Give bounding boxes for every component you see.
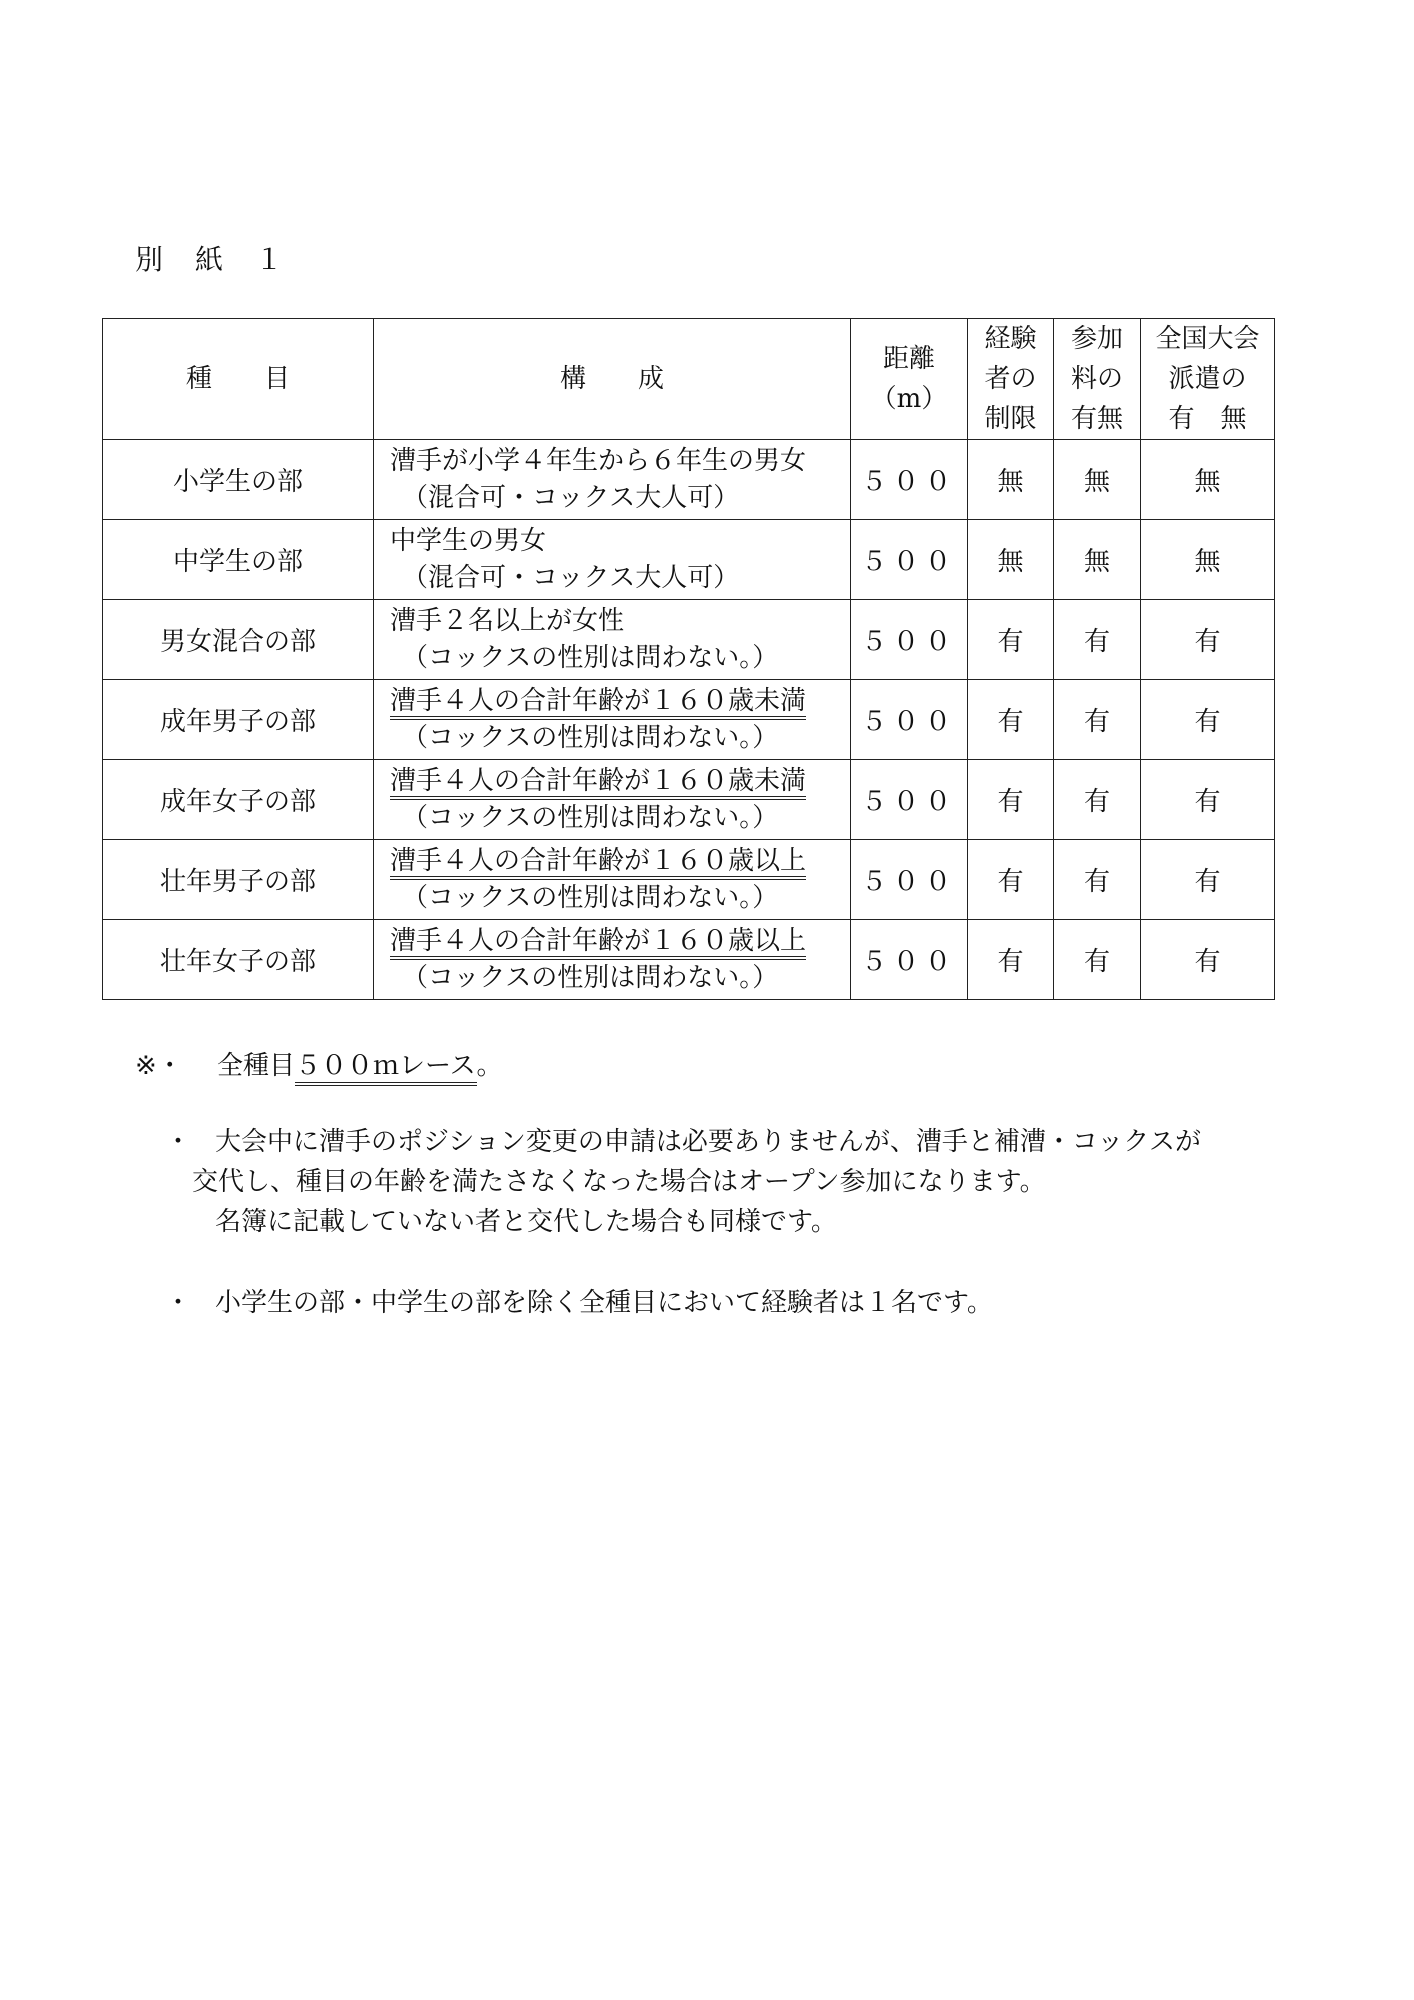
experience-cell: 有 <box>968 600 1054 680</box>
note-main <box>135 1046 503 1086</box>
header-experience-limit: 経験 者の 制限 <box>968 319 1054 440</box>
composition-cell: 漕手４人の合計年齢が１６０歳以上 （コックスの性別は問わない。） <box>374 840 851 920</box>
distance-cell: ５００ <box>851 440 968 520</box>
experience-cell: 有 <box>968 920 1054 1000</box>
experience-cell: 無 <box>968 520 1054 600</box>
experience-cell: 有 <box>968 680 1054 760</box>
underlined-condition: 漕手４人の合計年齢が１６０歳以上 <box>390 926 806 960</box>
dispatch-cell: 有 <box>1141 760 1275 840</box>
experience-cell: 無 <box>968 440 1054 520</box>
note-line: 小学生の部・中学生の部を除く全種目において経験者は１名です。 <box>215 1288 993 1318</box>
header-national-dispatch: 全国大会 派遣の 有 無 <box>1141 319 1275 440</box>
header-category: 種 目 <box>103 319 374 440</box>
note-line: 名簿に記載していない者と交代した場合も同様です。 <box>215 1207 837 1237</box>
dispatch-cell: 有 <box>1141 840 1275 920</box>
dispatch-cell: 無 <box>1141 520 1275 600</box>
fee-cell: 有 <box>1054 760 1141 840</box>
distance-cell: ５００ <box>851 920 968 1000</box>
table-row <box>103 840 1275 920</box>
category-cell: 壮年男子の部 <box>103 840 374 920</box>
note-marker: ※・ <box>135 1051 183 1081</box>
bullet-dot: ・ <box>165 1127 192 1157</box>
note-experienced-rule <box>165 1283 1265 1323</box>
table-row <box>103 760 1275 840</box>
category-cell: 成年女子の部 <box>103 760 374 840</box>
category-cell: 壮年女子の部 <box>103 920 374 1000</box>
note-main-suffix: 。 <box>476 1051 503 1081</box>
header-entry-fee: 参加 料の 有無 <box>1054 319 1141 440</box>
category-cell: 小学生の部 <box>103 440 374 520</box>
distance-cell: ５００ <box>851 840 968 920</box>
distance-cell: ５００ <box>851 760 968 840</box>
experience-cell: 有 <box>968 760 1054 840</box>
composition-cell: 漕手４人の合計年齢が１６０歳未満 （コックスの性別は問わない。） <box>374 760 851 840</box>
category-cell: 男女混合の部 <box>103 600 374 680</box>
dispatch-cell: 有 <box>1141 920 1275 1000</box>
fee-cell: 有 <box>1054 920 1141 1000</box>
underlined-condition: 漕手４人の合計年齢が１６０歳未満 <box>390 766 806 800</box>
document-label: 別 紙 １ <box>135 243 286 276</box>
fee-cell: 有 <box>1054 680 1141 760</box>
distance-cell: ５００ <box>851 680 968 760</box>
table-row <box>103 680 1275 760</box>
note-position-change <box>165 1122 1265 1242</box>
category-cell: 中学生の部 <box>103 520 374 600</box>
header-composition: 構 成 <box>374 319 851 440</box>
composition-cell: 中学生の男女 （混合可・コックス大人可） <box>374 520 851 600</box>
fee-cell: 有 <box>1054 600 1141 680</box>
experience-cell: 有 <box>968 840 1054 920</box>
composition-cell: 漕手４人の合計年齢が１６０歳未満 （コックスの性別は問わない。） <box>374 680 851 760</box>
dispatch-cell: 無 <box>1141 440 1275 520</box>
note-main-prefix: 全種目 <box>217 1051 296 1081</box>
header-distance: 距離 （m） <box>851 319 968 440</box>
note-line: 大会中に漕手のポジション変更の申請は必要ありませんが、漕手と補漕・コックスが <box>215 1127 1202 1157</box>
note-line: 交代し、種目の年齢を満たさなくなった場合はオープン参加になります。 <box>192 1167 1046 1197</box>
table-row <box>103 600 1275 680</box>
event-table <box>102 318 1275 1000</box>
dispatch-cell: 有 <box>1141 600 1275 680</box>
category-cell: 成年男子の部 <box>103 680 374 760</box>
distance-cell: ５００ <box>851 600 968 680</box>
table-header-row <box>103 319 1275 440</box>
table-row <box>103 520 1275 600</box>
underlined-condition: 漕手４人の合計年齢が１６０歳以上 <box>390 846 806 880</box>
underlined-condition: 漕手４人の合計年齢が１６０歳未満 <box>390 686 806 720</box>
fee-cell: 無 <box>1054 520 1141 600</box>
fee-cell: 無 <box>1054 440 1141 520</box>
fee-cell: 有 <box>1054 840 1141 920</box>
composition-cell: 漕手が小学４年生から６年生の男女 （混合可・コックス大人可） <box>374 440 851 520</box>
distance-cell: ５００ <box>851 520 968 600</box>
table-row <box>103 920 1275 1000</box>
bullet-dot: ・ <box>165 1288 192 1318</box>
dispatch-cell: 有 <box>1141 680 1275 760</box>
composition-cell: 漕手４人の合計年齢が１６０歳以上 （コックスの性別は問わない。） <box>374 920 851 1000</box>
composition-cell: 漕手２名以上が女性 （コックスの性別は問わない。） <box>374 600 851 680</box>
note-main-underlined: ５００ｍレース <box>295 1051 476 1086</box>
table-row <box>103 440 1275 520</box>
